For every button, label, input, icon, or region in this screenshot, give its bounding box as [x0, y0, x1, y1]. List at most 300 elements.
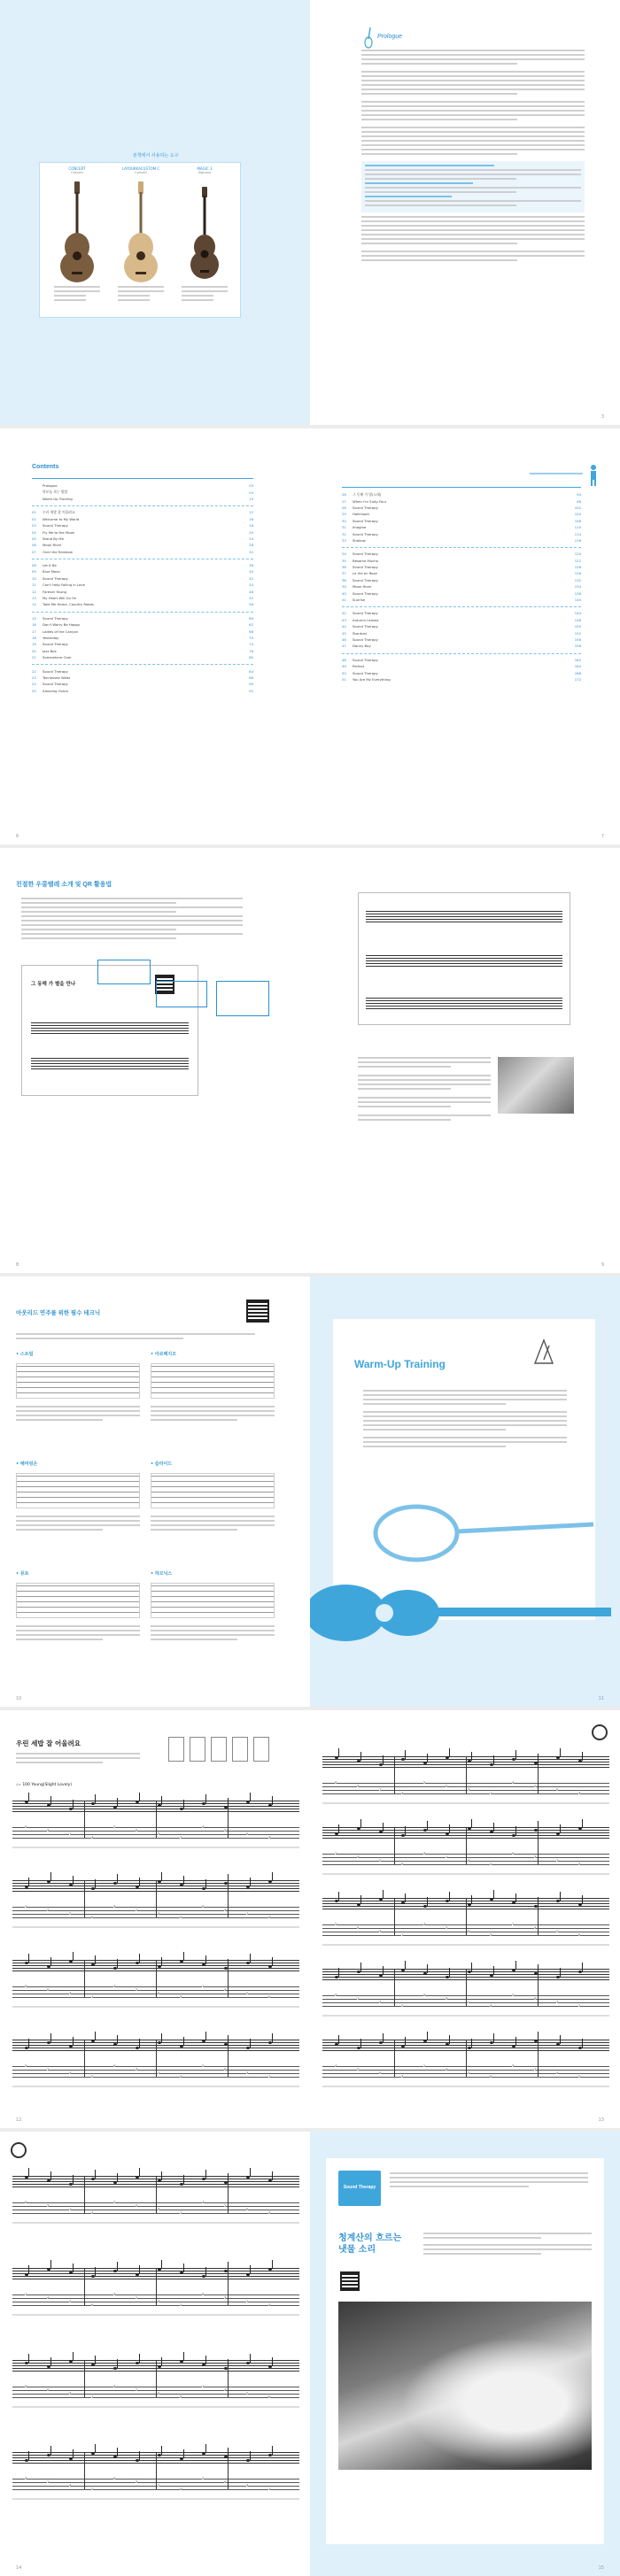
toc-title: Sound Therapy: [43, 682, 68, 687]
toc-page: 162: [574, 657, 581, 662]
ukulele-3-brand: MAGIC 3: [197, 166, 213, 171]
toc-row[interactable]: [342, 663, 581, 669]
toc-title: 악보를 보는 방법: [43, 490, 68, 495]
ukulele-3-label: Soprano: [198, 171, 212, 174]
page-number: 10: [16, 1696, 22, 1701]
technique-label: • 해머링온: [16, 1462, 38, 1467]
toc-page: 24: [249, 536, 253, 541]
toc-number: 20: [32, 648, 36, 653]
toc-number: 03: [32, 523, 36, 528]
qr-guide-heading: 친절한 우쿨렐레 소개 및 QR 활용법: [16, 882, 112, 888]
toc-number: 40: [342, 590, 346, 596]
toc-number: 50: [342, 670, 346, 675]
page-score-right: [310, 1710, 620, 2128]
toc-page: 40: [249, 569, 253, 575]
toc-row[interactable]: [32, 509, 253, 515]
toc-number: 38: [342, 577, 346, 582]
toc-number: 05: [32, 536, 36, 541]
toc-title: Sound Therapy: [353, 657, 378, 662]
toc-row[interactable]: [32, 681, 253, 687]
toc-page: 156: [574, 637, 581, 642]
toc-number: 19: [32, 642, 36, 647]
toc-title: Can't Help Falling in Love: [43, 582, 85, 588]
page-score-notes: [310, 848, 620, 1273]
toc-row[interactable]: [342, 518, 581, 524]
toc-row[interactable]: [342, 657, 581, 663]
toc-row[interactable]: [342, 524, 581, 530]
toc-row[interactable]: [342, 610, 581, 616]
page-contents-right: [310, 428, 620, 845]
score-system: 2 0 3 1 4 2 0 3 1 4 2 0: [12, 2351, 299, 2434]
page-number: 15: [598, 2565, 604, 2571]
toc-row[interactable]: [342, 577, 581, 583]
toc-row[interactable]: [32, 489, 253, 495]
toc-title: Sound Therapy: [353, 531, 378, 536]
toc-number: 31: [342, 525, 346, 530]
score-right: [322, 1747, 609, 2102]
toc-title: Tennessee Waltz: [43, 675, 71, 680]
ukulele-3-icon: [176, 180, 233, 286]
toc-title: Sunrise: [353, 598, 366, 603]
toc-row[interactable]: [342, 597, 581, 603]
toc-number: 18: [32, 636, 36, 640]
toc-page: 172: [574, 676, 581, 682]
toc-row[interactable]: [32, 615, 253, 621]
toc-separator: [342, 605, 581, 607]
page-number: 9: [601, 1262, 604, 1268]
toc-title: Sound Therapy: [353, 624, 378, 629]
toc-row[interactable]: [32, 568, 253, 575]
toc-row[interactable]: [342, 636, 581, 643]
toc-number: 46: [342, 637, 346, 642]
toc-page: 12: [249, 510, 253, 515]
toc-page: 132: [574, 577, 581, 582]
toc-page: 134: [574, 584, 581, 590]
toc-row[interactable]: [32, 482, 253, 489]
toc-separator: [32, 557, 253, 559]
toc-row[interactable]: [32, 582, 253, 588]
waterfall-photo: [338, 2302, 592, 2470]
toc-number: 15: [32, 615, 36, 621]
score-system: 1 4 2 0 3 1 4 2 0 3 1 4: [322, 1818, 609, 1880]
toc-title: Sound Therapy: [353, 637, 378, 642]
technique-label: • 아르페지오: [151, 1352, 177, 1357]
toc-title: Sound Therapy: [353, 518, 378, 523]
toc-page: 04: [249, 490, 253, 495]
toc-number: 21: [32, 655, 36, 660]
toc-row[interactable]: [32, 601, 253, 607]
technique-label: • 하모닉스: [151, 1571, 173, 1577]
toc-row[interactable]: [32, 528, 253, 535]
sample-song-title: 그 동해 가 별을 만나: [31, 982, 76, 987]
toc-page: 168: [574, 670, 581, 675]
toc-title: Let It Be: [43, 563, 57, 568]
toc-row[interactable]: [32, 549, 253, 555]
toc-page: 128: [574, 571, 581, 576]
toc-page: 80: [249, 655, 253, 660]
toc-page: 122: [574, 558, 581, 563]
toc-page: 150: [574, 624, 581, 629]
toc-title: Sound Therapy: [353, 551, 378, 557]
toc-title: Perfect: [353, 664, 365, 669]
toc-number: 01: [32, 510, 36, 515]
ukulele-1-icon: [49, 180, 105, 286]
toc-number: 45: [342, 630, 346, 636]
page-number: 8: [16, 1262, 19, 1268]
toc-page: 116: [574, 537, 581, 543]
toc-row[interactable]: [32, 635, 253, 641]
toc-row[interactable]: [32, 496, 253, 502]
badge-label: Sound Therapy: [343, 2185, 376, 2190]
toc-title: 우리 세밥 잘 어울려요: [43, 509, 75, 514]
toc-page: 42: [249, 575, 253, 581]
toc-row[interactable]: [342, 676, 581, 683]
toc-number: 25: [32, 688, 36, 693]
toc-number: 48: [342, 657, 346, 662]
score-system: 0 3 1 4 2 0 3 1 4 2 0 3: [322, 1747, 609, 1809]
toc-row[interactable]: [342, 590, 581, 596]
ukulele-1-brand: CONCERT: [68, 166, 86, 171]
toc-title: Autumn Leaves: [353, 617, 379, 622]
toc-right: [342, 487, 581, 683]
page-contents-left: [0, 428, 310, 845]
toc-page: 92: [249, 688, 253, 693]
toc-number: 08: [32, 563, 36, 568]
page-number: 14: [16, 2565, 22, 2571]
toc-row[interactable]: [32, 562, 253, 568]
score-system: 2 0 3 1 4 2 0 3 1 4 2 0: [12, 1951, 299, 2022]
toc-number: 33: [342, 537, 346, 543]
toc-page: 32: [249, 549, 253, 554]
toc-page: 94: [577, 492, 581, 497]
toc-page: 90: [249, 682, 253, 687]
therapy-title: 청계산의 흐르는 냇물 소리: [338, 2233, 402, 2255]
toc-number: 51: [342, 676, 346, 682]
toc-title: You Are My Everything: [353, 676, 391, 682]
toc-number: 13: [32, 596, 36, 601]
toc-number: 39: [342, 584, 346, 590]
score-system: 0 3 1 4 2 0 3 1 4 2 0 3: [12, 1792, 299, 1863]
score-notes-body: [358, 1057, 491, 1123]
toc-separator: [32, 504, 253, 506]
toc-title: Sound Therapy: [353, 565, 378, 570]
toc-row[interactable]: [32, 595, 253, 601]
toc-page: 144: [574, 611, 581, 616]
technique-cell: [151, 1570, 275, 1673]
toc-number: 29: [342, 512, 346, 517]
ukulele-1-label: Concert: [71, 171, 83, 174]
ukulele-sketch-icon: [363, 27, 376, 50]
page-qr-guide: [0, 848, 310, 1273]
toc-title: Moon River: [43, 543, 62, 548]
score-system: 2 0 3 1 4 2 0 3 1 4 2 0: [322, 1889, 609, 1951]
toc-row[interactable]: [32, 628, 253, 634]
page-therapy: [310, 2132, 620, 2576]
toc-number: 37: [342, 571, 346, 576]
toc-page: 140: [574, 598, 581, 603]
toc-separator: [342, 652, 581, 654]
page-number: 6: [16, 834, 19, 839]
technique-grid: [16, 1351, 282, 1687]
toc-left-list: [32, 482, 253, 694]
ukulele-3: [176, 166, 233, 304]
toc-title: Moon River: [353, 584, 372, 590]
toc-page: 98: [577, 498, 581, 504]
toc-number: 43: [342, 617, 346, 622]
toc-row[interactable]: [342, 558, 581, 564]
toc-page: 36: [249, 563, 253, 568]
toc-page: 108: [574, 518, 581, 523]
toc-page: 66: [249, 629, 253, 634]
score-system: 1 4 2 0 3 1 4 2 0 3 1 4: [12, 2259, 299, 2342]
toc-number: 34: [342, 551, 346, 557]
toc-number: 07: [32, 549, 36, 554]
toc-number: 30: [342, 518, 346, 523]
ukulele-caption: 본책에서 사용하는 도구: [133, 153, 179, 158]
toc-row[interactable]: [342, 564, 581, 570]
toc-title: Hallelujah: [353, 512, 369, 517]
toc-number: 24: [32, 682, 36, 687]
technique-cell: [16, 1351, 140, 1454]
technique-staff: [151, 1583, 275, 1618]
toc-page: 110: [574, 525, 581, 530]
therapy-card: [326, 2158, 604, 2544]
toc-number: 11: [32, 582, 36, 588]
toc-title: Over the Rainbow: [43, 549, 73, 554]
technique-label: • 스트럼: [16, 1352, 34, 1357]
technique-cell: [16, 1461, 140, 1563]
toc-title: Imagine: [353, 525, 367, 530]
toc-left: [32, 478, 253, 694]
toc-number: 32: [342, 531, 346, 536]
score-system: 3 1 4 2 0 3 1 4 2 0 3 1: [322, 1960, 609, 2022]
toc-number: 26: [342, 492, 346, 497]
toc-separator: [342, 545, 581, 548]
toc-title: Shallow: [353, 537, 366, 543]
technique-cell: [16, 1570, 140, 1673]
toc-row[interactable]: [342, 551, 581, 557]
ukulele-2: [112, 166, 169, 304]
score-system: 3 1 4 2 0 3 1 4 2 0 3 1: [12, 2443, 299, 2526]
page-number: 12: [16, 2117, 22, 2123]
toc-page: 03: [249, 483, 253, 489]
toc-row[interactable]: [32, 641, 253, 647]
toc-row[interactable]: [342, 583, 581, 590]
technique-cell: [151, 1461, 275, 1563]
toc-row[interactable]: [32, 667, 253, 674]
ukulele-illustration-icon: [310, 1498, 620, 1693]
toc-title: Stand By Me: [43, 536, 64, 541]
technique-label: • 슬라이드: [151, 1462, 173, 1467]
page-ukuleles: [0, 0, 310, 425]
toc-page: 120: [574, 551, 581, 557]
tempo-marking: ♩= 100 Young(Slight Lovely): [16, 1783, 73, 1787]
toc-page: 52: [249, 596, 253, 601]
toc-page: 146: [574, 617, 581, 622]
toc-title: Fly Me to the Moon: [43, 529, 75, 535]
score-system: 0 3 1 4 2 0 3 1 4 2 0 3: [12, 2167, 299, 2250]
toc-row[interactable]: [32, 654, 253, 660]
toc-title: Somewhere Over: [43, 655, 72, 660]
toc-row[interactable]: [342, 669, 581, 675]
technique-staff: [16, 1363, 140, 1399]
toc-row[interactable]: [342, 570, 581, 576]
sound-therapy-badge: [338, 2171, 381, 2206]
toc-page: 152: [574, 630, 581, 636]
toc-page: 44: [249, 582, 253, 588]
toc-number: 49: [342, 664, 346, 669]
toc-title: Jazz Box: [43, 648, 57, 653]
toc-title: Danny Boy: [353, 644, 371, 649]
toc-separator: [32, 662, 253, 665]
qr-code-icon: [340, 2271, 360, 2291]
contents-title: Contents: [32, 464, 59, 470]
toc-row[interactable]: [342, 505, 581, 511]
score-left: [12, 1792, 299, 2110]
toc-number: 16: [32, 622, 36, 628]
toc-row[interactable]: [32, 675, 253, 681]
toc-row[interactable]: [32, 522, 253, 528]
technique-label: • 뮤트: [16, 1571, 29, 1577]
toc-title: Sound Therapy: [353, 577, 378, 582]
warmup-title: Warm-Up Training: [354, 1358, 446, 1370]
toc-page: 76: [249, 648, 253, 653]
toc-number: 14: [32, 602, 36, 607]
toc-page: 158: [574, 644, 581, 649]
toc-title: Sound Therapy: [43, 642, 68, 647]
toc-page: 62: [249, 622, 253, 628]
toc-number: 36: [342, 565, 346, 570]
toc-row[interactable]: [32, 588, 253, 594]
toc-page: 16: [249, 516, 253, 521]
toc-page: 70: [249, 636, 253, 640]
toc-number: 44: [342, 624, 346, 629]
toc-right-list: [342, 491, 581, 683]
toc-row[interactable]: [342, 623, 581, 629]
score-system: 3 1 4 2 0 3 1 4 2 0 3 1: [12, 2031, 299, 2102]
toc-title: Take Me Home, Country Roads: [43, 602, 94, 607]
toc-number: 27: [342, 498, 346, 504]
toc-number: 06: [32, 543, 36, 548]
toc-title: Warm-Up Training: [43, 496, 73, 501]
score-preview-right: [358, 892, 570, 1025]
toc-page: 138: [574, 590, 581, 596]
toc-page: 164: [574, 664, 581, 669]
toc-page: 56: [249, 602, 253, 607]
toc-title: Blue Moon: [43, 569, 60, 575]
ukulele-panel: [39, 162, 241, 318]
ukulele-2-brand: LAYOUKKACUSTOM C: [121, 166, 160, 171]
toc-number: 42: [342, 611, 346, 616]
toc-page: 86: [249, 675, 253, 680]
toc-number: 10: [32, 575, 36, 581]
toc-row[interactable]: [32, 621, 253, 628]
toc-page: 60: [249, 615, 253, 621]
toc-number: 04: [32, 529, 36, 535]
toc-title: Welcome to My World: [43, 516, 80, 521]
toc-title: Sound Therapy: [43, 615, 68, 621]
technique-staff: [151, 1363, 275, 1399]
toc-row[interactable]: [32, 575, 253, 582]
ukulele-1: [49, 166, 105, 304]
toc-row[interactable]: [32, 536, 253, 542]
person-with-ukulele-icon: [586, 464, 601, 487]
ukulele-2-label: Concert: [135, 171, 147, 174]
toc-row[interactable]: [342, 530, 581, 536]
toc-title: Amazing Grace: [43, 688, 68, 693]
spread-warmup: [0, 1276, 620, 1707]
toc-title: When I'm Sixty-Four: [353, 498, 387, 504]
toc-title: La Vie en Rose: [353, 571, 377, 576]
toc-number: 41: [342, 598, 346, 603]
toc-title: Sound Therapy: [353, 590, 378, 596]
toc-row[interactable]: [32, 688, 253, 694]
toc-row[interactable]: [342, 617, 581, 623]
toc-row[interactable]: [342, 491, 581, 497]
toc-page: 10: [249, 496, 253, 501]
toc-title: Sound Therapy: [353, 670, 378, 675]
toc-number: 12: [32, 589, 36, 594]
page-warmup: [310, 1276, 620, 1707]
toc-row[interactable]: [342, 511, 581, 517]
toc-number: 17: [32, 629, 36, 634]
toc-title: Yesterday: [43, 636, 59, 640]
toc-row[interactable]: [342, 629, 581, 636]
page-prologue: [310, 0, 620, 425]
toc-page: 18: [249, 523, 253, 528]
toc-title: Forever Young: [43, 589, 66, 594]
technique-cell: [151, 1351, 275, 1454]
prologue-title: Prologue: [377, 34, 403, 40]
technique-staff: [151, 1473, 275, 1508]
spread-song-score: [0, 1710, 620, 2128]
toc-title: Sound Therapy: [43, 523, 68, 528]
toc-row[interactable]: [32, 648, 253, 654]
toc-page: 84: [249, 668, 253, 674]
toc-number: 02: [32, 516, 36, 521]
toc-row[interactable]: [32, 516, 253, 522]
chord-diagrams: [168, 1737, 275, 1769]
prologue-body: [361, 50, 585, 264]
page-number: 13: [598, 2117, 604, 2123]
toc-title: Sound Therapy: [353, 505, 378, 510]
qr-guide-body: [21, 898, 243, 942]
toc-number: 47: [342, 644, 346, 649]
score-system: 1 4 2 0 3 1 4 2 0 3 1 4: [12, 1871, 299, 1942]
toc-page: 48: [249, 589, 253, 594]
toc-title: Ladies of the Canyon: [43, 629, 79, 634]
metronome-icon: [533, 1338, 554, 1365]
spread-sound-therapy: [0, 2132, 620, 2576]
toc-row[interactable]: [342, 537, 581, 544]
toc-number: 28: [342, 505, 346, 510]
song-heading: 우린 세밥 잘 어울려요: [16, 1739, 81, 1747]
page-number: 7: [601, 834, 604, 839]
spread-intro-score: [0, 848, 620, 1273]
toc-page: 126: [574, 565, 581, 570]
toc-number: 09: [32, 569, 36, 575]
toc-title: 그 동해 가 별(노래): [353, 491, 382, 497]
spread-contents: [0, 428, 620, 845]
toc-row[interactable]: [342, 497, 581, 504]
toc-row[interactable]: [342, 643, 581, 649]
toc-row[interactable]: [32, 542, 253, 548]
toc-title: Sound Therapy: [43, 668, 68, 674]
page-techniques: [0, 1276, 310, 1707]
toc-page: 102: [574, 505, 581, 510]
toc-page: 114: [574, 531, 581, 536]
spread-prologue: [0, 0, 620, 425]
